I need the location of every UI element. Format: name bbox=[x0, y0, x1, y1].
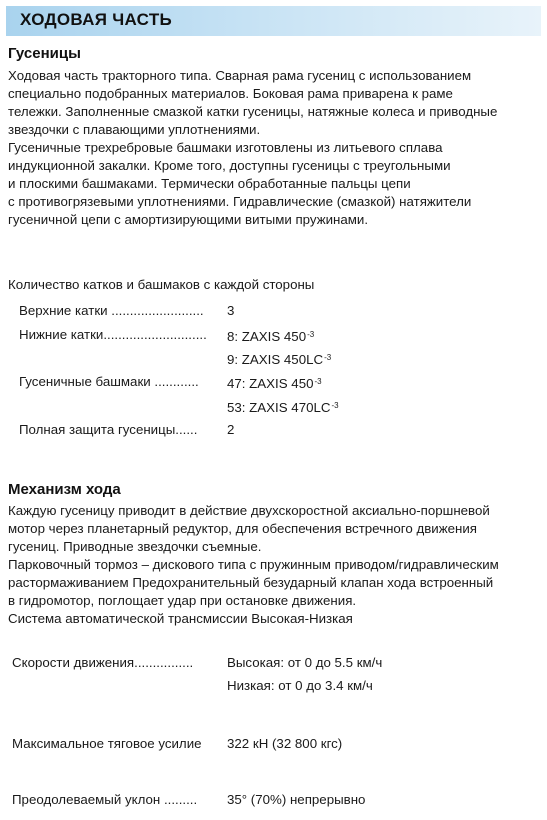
text-line: звездочки с плавающими уплотнениями. bbox=[8, 122, 261, 137]
speed-low-value: Низкая: от 0 до 3.4 км/ч bbox=[227, 678, 373, 693]
text-line: Каждую гусеницу приводит в действие двухскоростной аксиально-поршневой bbox=[8, 503, 490, 518]
text-line: гусеничной цепи с амортизирующими витыми пружинами. bbox=[8, 212, 369, 227]
travel-description bbox=[8, 502, 538, 628]
spec-label-upper-rollers: Верхние катки ......................... bbox=[19, 303, 204, 318]
spec-value-text: 8: ZAXIS 450 bbox=[227, 329, 307, 344]
tracks-heading: Гусеницы bbox=[8, 45, 81, 62]
text-line: с противогрязевыми уплотнениями. Гидравлические (смазкой) натяжители bbox=[8, 194, 472, 209]
speed-label: Скорости движения................ bbox=[12, 655, 194, 670]
spec-value-text: 53: ZAXIS 470LC bbox=[227, 400, 331, 415]
spec-value-upper-rollers: 3 bbox=[227, 303, 235, 318]
spec-value-track-guard: 2 bbox=[227, 422, 235, 437]
tracks-description bbox=[8, 67, 538, 229]
section-title: ХОДОВАЯ ЧАСТЬ bbox=[20, 10, 173, 29]
text-line: специально подобранных материалов. Боковая рама приварена к раме bbox=[8, 86, 453, 101]
model-suffix: -3 bbox=[331, 401, 339, 410]
model-suffix: -3 bbox=[307, 330, 315, 339]
model-suffix: -3 bbox=[314, 377, 322, 386]
spec-value-text: 9: ZAXIS 450LC bbox=[227, 352, 324, 367]
spec-value-track-shoes-450 bbox=[227, 373, 322, 393]
count-label: Количество катков и башмаков с каждой стороны bbox=[8, 277, 315, 292]
traction-label: Максимальное тяговое усилие bbox=[12, 736, 202, 751]
text-line: Гусеничные трехребровые башмаки изготовлены из литьевого сплава bbox=[8, 140, 443, 155]
grade-value: 35° (70%) непрерывно bbox=[227, 792, 366, 807]
text-line: мотор через планетарный редуктор, для обеспечения встречного движения bbox=[8, 521, 477, 536]
grade-label: Преодолеваемый уклон ......... bbox=[12, 792, 198, 807]
text-line: индукционной закалки. Кроме того, доступны гусеницы с треугольными bbox=[8, 158, 451, 173]
text-line: и плоскими башмаками. Термически обработанные пальцы цепи bbox=[8, 176, 411, 191]
spec-value-lower-rollers-450 bbox=[227, 326, 314, 346]
text-line: растормаживанием Предохранительный безударный клапан хода встроенный bbox=[8, 575, 494, 590]
text-line: Ходовая часть тракторного типа. Сварная рама гусениц с использованием bbox=[8, 68, 472, 83]
model-suffix: -3 bbox=[324, 353, 332, 362]
text-line: Система автоматической трансмиссии Высокая-Низкая bbox=[8, 611, 353, 626]
spec-value-text: 47: ZAXIS 450 bbox=[227, 376, 314, 391]
spec-label-track-guard: Полная защита гусеницы...... bbox=[19, 422, 198, 437]
section-banner bbox=[6, 6, 541, 36]
spec-label-lower-rollers: Нижние катки............................ bbox=[19, 327, 207, 342]
spec-label-track-shoes: Гусеничные башмаки ............ bbox=[19, 374, 199, 389]
text-line: в гидромотор, поглощает удар при остановке движения. bbox=[8, 593, 357, 608]
text-line: тележки. Заполненные смазкой катки гусеницы, натяжные колеса и приводные bbox=[8, 104, 498, 119]
traction-value: 322 кН (32 800 кгс) bbox=[227, 736, 343, 751]
spec-value-track-shoes-470lc bbox=[227, 397, 339, 417]
text-line: гусениц. Приводные звездочки съемные. bbox=[8, 539, 262, 554]
travel-heading: Механизм хода bbox=[8, 481, 121, 498]
text-line: Парковочный тормоз – дискового типа с пружинным приводом/гидравлическим bbox=[8, 557, 499, 572]
spec-value-lower-rollers-450lc bbox=[227, 349, 331, 369]
speed-high-value: Высокая: от 0 до 5.5 км/ч bbox=[227, 655, 383, 670]
